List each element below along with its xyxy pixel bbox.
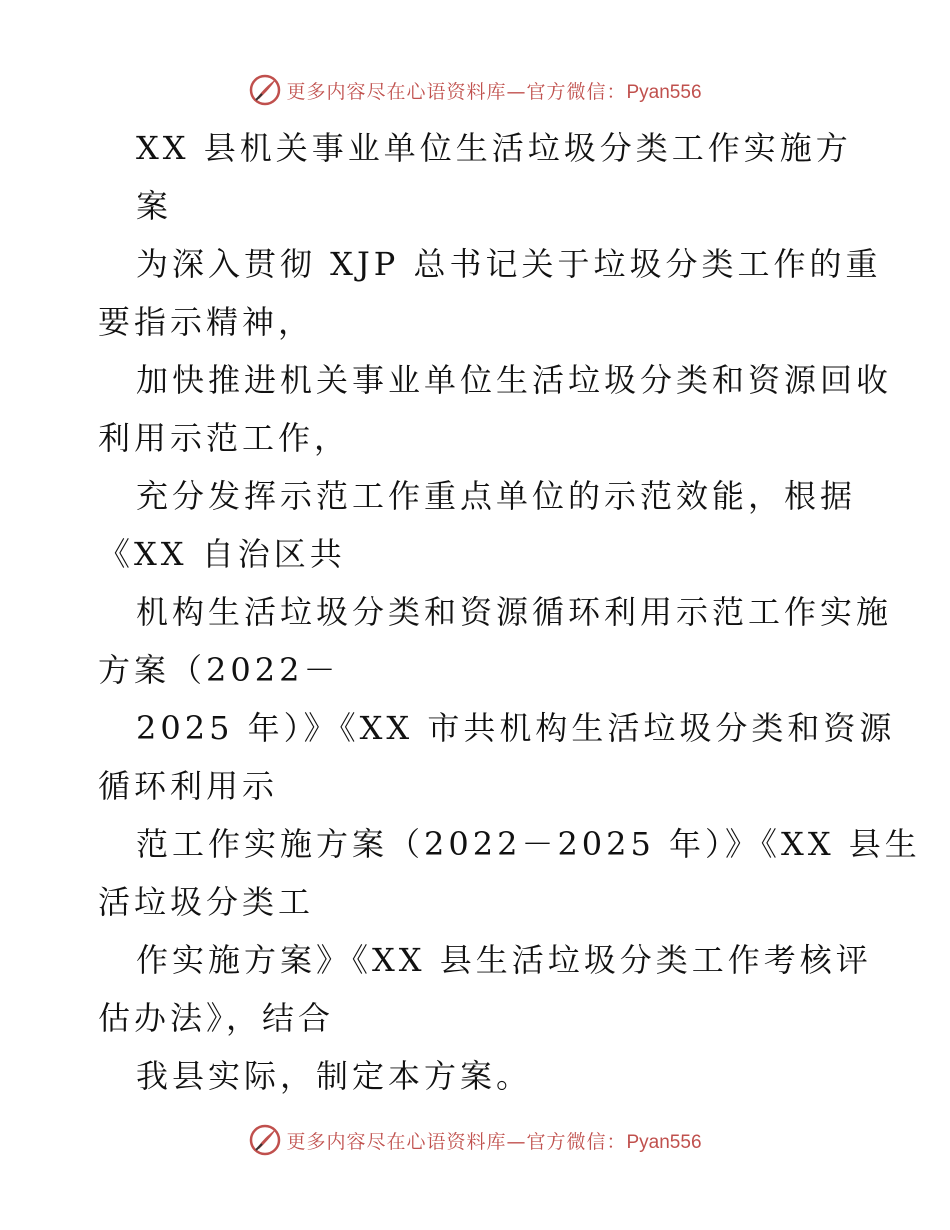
watermark-text: 更多内容尽在心语资料库—官方微信：Pyan556: [286, 80, 702, 103]
paragraph-line: 估办法》，结合: [98, 999, 335, 1037]
paragraph-line: 要指示精神，: [98, 303, 315, 341]
paragraph-line: 充分发挥示范工作重点单位的示范效能，根据: [136, 477, 857, 515]
paragraph-line: 方案（2022－: [98, 651, 340, 689]
paragraph-line: 循环利用示: [98, 767, 279, 805]
document-title-line: 案: [136, 187, 173, 225]
document-title-line: XX 县机关事业单位生活垃圾分类工作实施方: [136, 129, 852, 167]
paragraph-line: 利用示范工作，: [98, 419, 351, 457]
paragraph-line: 机构生活垃圾分类和资源循环利用示范工作实施: [136, 593, 893, 631]
paragraph-line: 我县实际，制定本方案。: [136, 1057, 533, 1095]
footer-watermark: [0, 1120, 950, 1160]
paragraph-line: 为深入贯彻 XJP 总书记关于垃圾分类工作的重: [136, 245, 882, 283]
paragraph-line: 范工作实施方案（2022－2025 年）》《XX 县生: [136, 825, 921, 863]
quill-logo-icon: [248, 73, 282, 107]
header-watermark: [0, 70, 950, 110]
paragraph-line: 《XX 自治区共: [98, 535, 346, 573]
quill-logo-icon: [248, 1123, 282, 1157]
paragraph-line: 作实施方案》《XX 县生活垃圾分类工作考核评: [136, 941, 872, 979]
watermark-text: 更多内容尽在心语资料库—官方微信：Pyan556: [286, 1130, 702, 1153]
paragraph-line: 加快推进机关事业单位生活垃圾分类和资源回收: [136, 361, 893, 399]
paragraph-line: 2025 年）》《XX 市共机构生活垃圾分类和资源: [136, 709, 896, 747]
paragraph-line: 活垃圾分类工: [98, 883, 315, 921]
